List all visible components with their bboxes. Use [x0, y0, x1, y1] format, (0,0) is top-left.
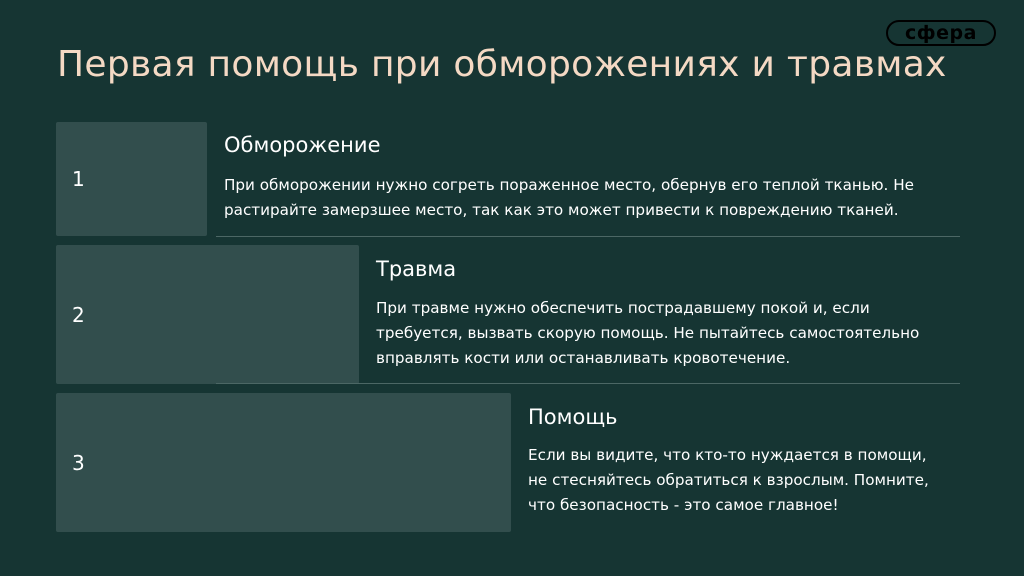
step-2-box: [56, 245, 359, 384]
divider-1: [216, 236, 960, 237]
step-3-text: Если вы видите, что кто-то нуждается в помощи, не стесняйтесь обратиться к взрослым. Помните, что безопасность - это самое главное!: [528, 446, 929, 514]
step-3-heading: Помощь: [528, 405, 618, 429]
step-3-number: 3: [72, 450, 85, 475]
sfera-logo: сфера: [886, 20, 996, 46]
step-2-number: 2: [72, 302, 85, 327]
step-3-box: [56, 393, 511, 532]
divider-2: [216, 383, 960, 384]
step-2-text: При травме нужно обеспечить пострадавшему покой и, если требуется, вызвать скорую помощь. Не пытайтесь самостоятельно вправлять кости или останавливать кровотечение.: [376, 299, 920, 367]
step-2-heading: Травма: [376, 257, 457, 281]
slide-title: Первая помощь при обморожениях и травмах: [57, 44, 947, 85]
step-1-box: [56, 122, 207, 236]
step-1-number: 1: [72, 167, 85, 191]
step-1-text: При обморожении нужно согреть пораженное место, обернув его теплой тканью. Не растирайте замерзшее место, так как это может привести к повреждению тканей.: [224, 176, 914, 219]
step-1-heading: Обморожение: [224, 133, 381, 157]
